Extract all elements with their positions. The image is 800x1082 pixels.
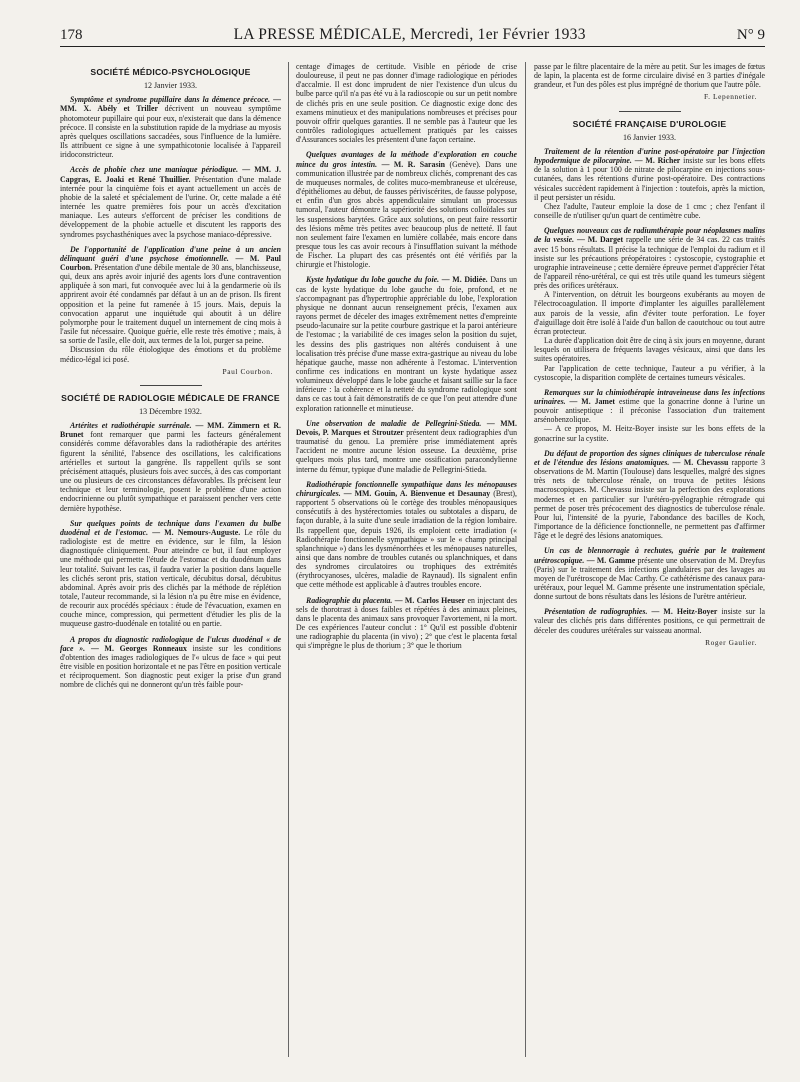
abstract-authors: — M. Carlos Heuser	[394, 595, 466, 605]
abstract-body: présentent deux radiographies d'un traumatisé du genou. La première prise immédiatement après l'accident ne montre aucune lésion osseuse. La deuxième, prise quelques mois plus tard, montre une ossification paracondylienne interne du fémur, typique d'une maladie de Pellegrini-Stieda.	[296, 427, 517, 474]
abstract	[534, 607, 765, 634]
abstract-authors: — M. Didiée.	[441, 275, 488, 285]
abstract-title: Une observation de maladie de Pellegrini-Stieda.	[306, 418, 482, 428]
abstract-title: Kyste hydatique du lobe gauche du foie.	[306, 275, 440, 285]
abstract-title: Symptôme et syndrome pupillaire dans la démence précoce.	[70, 95, 271, 105]
abstract-paragraph: Par l'application de cette technique, l'auteur a pu vérifier, à la cystoscopie, la disparition complète de certaines tumeurs vésicales.	[534, 363, 765, 382]
abstract-title: Accès de phobie chez une maniaque périodique.	[70, 165, 239, 175]
abstract-paragraph: Discussion du rôle étiologique des émotions et du problème médico-légal ici posé.	[60, 345, 281, 364]
abstract-authors: — M. Georges Ronneaux	[90, 643, 187, 653]
abstract	[534, 388, 765, 425]
abstract-title: Quelques nouveaux cas de radiumthérapie pour néoplasmes malins de la vessie.	[534, 226, 765, 245]
abstract-title: Sur quelques points de technique dans l'examen du bulbe duodénal et de l'estomac.	[60, 518, 281, 537]
abstract-title: Du défaut de proportion des signes cliniques de tuberculose rénale et de l'étendue des lésions anatomiques.	[534, 448, 765, 467]
column-divider	[288, 62, 289, 1057]
abstract	[534, 449, 765, 541]
abstract-body: insiste sur les bons effets de la solution à 1 pour 100 de nitrate de pilocarpine en injections sous-cutanées, dans les rétentions d'urine post-opératoire. Des contractions vésicales succèdent rapidement à l'injection : toutefois, après la miction, il peut persister un résidu.	[534, 156, 765, 202]
abstract-body: rappelle une série de 34 cas. 22 cas traités avec 15 bons résultats. Il précise la technique de l'emploi du radium et il insiste sur les précautions préopératoires : cystoscopie, cystographie et urographie intraveineuse ; cette dernière épreuve permet d'apprécier l'état de l'appareil réno-urétéral, ce qui est très utile quand les tumeurs siègent près des orifices urétéraux.	[534, 235, 765, 291]
abstract-body: insiste sur les conditions d'obtention des images radiologiques de l'« ulcus de face » qui peut être visible en position horizontale et ne pas l'être en position verticale et réciproquement. Son diagnostic peut exiger la prise d'un grand nombre de clichés qui ne donneront qu'un très faible pour-	[60, 643, 281, 690]
section-title: SOCIÉTÉ MÉDICO-PSYCHOLOGIQUE	[90, 67, 251, 77]
abstract-continuation: centage d'images de certitude. Visible en période de crise douloureuse, il peut ne pas donner d'image radiologique en périodes d'accalmie. Il est donc imprudent de nier l'existence d'un ulcus du bulbe parce qu'il n'a pas été vu à la radioscopie ou sur un petit nombre de clichés pris en une seule position. Ce diagnostic exige donc des examens minutieux et des manipulations nombreuses et précises pour pouvoir offrir quelques garanties. Il ne semble pas à l'auteur que les contrôles radiologiques actuellement pratiqués par les caisses d'Assurances sociales les présentent d'une façon certaine.	[296, 62, 517, 145]
abstract	[296, 150, 517, 269]
abstract	[60, 245, 281, 346]
page-header	[60, 14, 765, 44]
abstract-body: insiste sur la valeur des clichés pris dans différentes positions, ce qui permettrait de déceler des coudures urétérales sur vaisseau anormal.	[534, 607, 765, 635]
abstract	[60, 165, 281, 238]
section-date: 12 Janvier 1933.	[143, 81, 198, 91]
abstract-title: De l'opportunité de l'application d'une peine à un ancien délinquant guéri d'une psychose émotionnelle.	[60, 244, 281, 263]
abstract-body: décrivent un nouveau symptôme photomoteur pupillaire qui pour eux, n'existerait que dans la démence précoce. Il consiste en la substitution rapide de la mydriase au myosis après quelques oscillations saccadées, sous l'influence de la lumière. Ils attribuent ce signe à une sympathicotonie localisée à l'appareil iridoconstricteur.	[60, 104, 281, 160]
abstract-title: Présentation de radiographies.	[544, 607, 648, 617]
abstract-paragraph: A l'intervention, on détruit les bourgeons exubérants au moyen de l'électrocoagulation. Il importe d'implanter les aiguilles parallèlement aux parois de la vessie, afin d'éviter toute perforation. Le foyer d'aiguillage doit être isolé à l'aide d'un ballon de caoutchouc ou tout autre écran protecteur.	[534, 290, 765, 336]
section-separator	[619, 111, 681, 112]
abstract-authors: — M. Heitz-Boyer	[651, 607, 718, 617]
column-divider	[525, 62, 526, 1057]
abstract	[60, 95, 281, 159]
abstract-title: Quelques avantages de la méthode d'exploration en couche mince du gros intestin.	[296, 150, 517, 169]
abstract-body: estime que la gonacrine donne à l'urine un pouvoir antiseptique : il préconise l'association d'un traitement arsénobenzolique.	[534, 397, 765, 425]
abstract-title: Traitement de la rétention d'urine post-opératoire par l'injection hypodermique de pilocarpine.	[534, 146, 765, 166]
abstract-authors: — M. Jamet	[569, 397, 616, 406]
abstract-authors: — M. Richer	[634, 156, 681, 166]
abstract-title: Radiographie du placenta.	[306, 595, 393, 605]
abstract-title: Remarques sur la chimiothérapie intraveineuse dans les infections urinaires.	[534, 387, 765, 406]
abstract-paragraph: Chez l'adulte, l'auteur emploie la dose de 1 cmc ; chez l'enfant il conseille de n'utiliser qu'un quart de centimètre cube.	[534, 201, 765, 221]
column-1	[60, 62, 281, 1062]
journal-title: LA PRESSE MÉDICALE, Mercredi, 1er Février 1933	[233, 26, 586, 43]
abstract-continuation: passe par le filtre placentaire de la mère au petit. Sur les images de fœtus de lapin, la placenta est de forme circulaire divisé en 3 parties d'inégale grandeur, et l'un des pôles est plus imprégné de thorium que l'autre pôle.	[534, 62, 765, 90]
abstract-authors: — M. Paul Courbon.	[60, 253, 281, 272]
abstract-paragraph: La durée d'application doit être de cinq à six jours en moyenne, durant lesquels on utilisera de fréquents lavages vésicaux, ainsi que dans les suites opératoires.	[534, 336, 765, 364]
abstract	[296, 480, 517, 590]
section-title: SOCIÉTÉ FRANÇAISE D'UROLOGIE	[572, 118, 727, 129]
abstract-body: font remarquer que parmi les facteurs généralement considérés comme défavorables dans la radiothérapie des artérites figurent la sénilité, l'absence des oscillations, les calcifications artérielles et surtout la gangrène. Ils rappellent qu'ils se sont précisément attaqués, plusieurs fois avec succès, à des cas comportant une ou plusieurs de ces circonstances défavorables. Ils précisent leur technique et leur terminologie, posent le problème d'une action endocrinienne ou plutôt sympathique et paraissent pencher vers cette dernière hypothèse.	[60, 430, 281, 513]
abstract-body: présente une observation de M. Dreyfus (Paris) sur le traitement des infections glandulaires par des lavages au moyen de l'urétroscope de Mac Carthy. Ce cathétérisme des canaux para-urétéraux, pour lequel M. Gamme présente une instrumentation spéciale, donne surtout de bons résultats dans les lésions de l'urètre antérieur.	[534, 555, 765, 602]
section-date: 16 Janvier 1933.	[622, 132, 677, 142]
page-number: 178	[60, 27, 83, 43]
abstract	[60, 519, 281, 629]
abstract-body: (Genève). Dans une communication illustrée par de nombreux clichés, comprenant des cas de muqueuses normales, de colites muco-membraneuse et ulcéreuse, d'épithéliomes au début, de fausses périviscérites, de fausse polypose, et enfin d'un gros abcès appendiculaire simulant un processus tumoral, l'auteur démontre la supériorité des solutions colloïdales sur les suspensions barytées. Grâce aux solutions, on peut faire ressortir des lésions même très petites avec beaucoup plus de netteté. Il faut non seulement faire l'examen en lumière collabée, mais encore dans presque tous les cas avoir recours à l'insufflation suivant la méthode de Fischer. La plupart des cas présentés ont été vérifiés par la chirurgie et l'histologie.	[296, 159, 517, 270]
signature: Paul Courbon.	[222, 366, 273, 376]
abstract	[60, 635, 281, 690]
abstract-authors: — MM. Devois, P. Marques et Stroutzer	[296, 418, 517, 437]
signature: Roger Gaulier.	[705, 637, 757, 647]
signature: F. Lepennetier.	[704, 92, 757, 102]
column-3	[534, 62, 765, 1062]
abstract-authors: — MM. J. Capgras, E. Joaki et René Thuillier.	[60, 165, 281, 184]
section-separator	[140, 385, 202, 386]
abstract	[296, 275, 517, 412]
abstract-authors: — M. Darget	[576, 235, 624, 245]
abstract-body: Dans un cas de kyste hydatique du lobe gauche du foie, profond, et ne s'accompagnant pas d'hypertrophie appréciable du lobe, l'exploration physique ne donnant aucun renseignement précis, l'examen aux rayons permet de déceler des images extrêmement nettes d'empreinte pseudo-lacunaire sur la petite courbure gastrique et la paroi antérieure de l'estomac ; la variabilité de ces images selon la position du sujet, les dessins des plis gastriques non altérés conduisent à une localisation très précise d'une masse extra-gastrique au niveau du lobe hépatique gauche, masse non adhérente à l'estomac. L'intervention confirme ces indications en montrant un kyste hydatique assez volumineux développé dans le lobe gauche et faisant saillie sur la face inférieure : la cohérence et la netteté du syndrome radiologique sont dans ce cas tout à fait démonstratifs de ce que l'on peut attendre d'une exploration rationnelle et minutieuse.	[296, 275, 517, 413]
abstract-title: Un cas de blennorragie à rechutes, guérie par le traitement urétroscopique.	[534, 546, 765, 565]
abstract-body: (Brest), rapportent 5 observations où le cortège des troubles ménopausiques consécutifs à des hystérectomies totales ou subtotales a disparu, de façon durable, à la suite d'une seule irradiation de la région lombaire. Ils rappellent que, depuis 1926, ils emploient cette irradiation (« Radiothérapie fonctionnelle sympathique » sur le « champ principal splanchnique ») dans les dysménorrhées et les ménopauses naturelles, ainsi que dans nombre de troubles cutanés ou splanchniques, et dans des syndromes circulatoires ou trophiques des extrémités (érythrocyanoses, ulcères, maladie de Raynaud). Ils signalent enfin que cette méthode est applicable à d'autres troubles encore.	[296, 488, 517, 590]
abstract	[60, 421, 281, 513]
abstract-authors: — MM. X. Abély et Triller	[60, 95, 281, 114]
abstract-title: A propos du diagnostic radiologique de l'ulcus duodénal « de face ».	[60, 634, 281, 653]
section-title: SOCIÉTÉ DE RADIOLOGIE MÉDICALE DE FRANCE	[61, 392, 280, 403]
abstract	[296, 596, 517, 651]
abstract-body: en injectant des sels de thorotrast à doses faibles et répétées à des animaux pleines, dans le placenta des animaux sans provoquer l'avortement, ni la mort. De ces expériences l'auteur conclut : 1° Qu'il est possible d'obtenir une radiographie du placenta (in vivo) ; 2° que c'est le placenta fœtal qui s'imprègne le plus de thorium ; 3° que le thorium	[296, 595, 517, 651]
abstract-body: rapporte 3 observations de M. Martin (Toulouse) dans lesquelles, malgré des signes très nets de tuberculose rénale, on trouva de petites lésions macroscopiques. M. Chevassu insiste sur la perfection des explorations modernes et en particulier sur l'urétéro-pyélographie rétrograde qui permet de poser très précocement des diagnostics de tuberculose rénale. Pour lui, l'intensité de la pyurie, l'abondance des bacilles de Koch, l'importance de la déficience fonctionnelle, ne permettent pas d'affirmer l'âge et le degré des lésions anatomiques.	[534, 457, 765, 541]
abstract-authors: — M. Gamme	[586, 555, 636, 565]
header-rule	[60, 46, 765, 47]
abstract-authors: — MM. Zimmern et R. Brunet	[60, 421, 281, 440]
abstract-authors: — M. Nemours-Auguste.	[152, 527, 241, 537]
abstract-authors: — M. Chevassu	[672, 457, 729, 467]
abstract	[534, 546, 765, 601]
abstract-title: Radiothérapie fonctionnelle sympathique dans les ménopauses chirurgicales.	[296, 479, 517, 498]
abstract-body: Présentation d'une débile mentale de 30 ans, blanchisseuse, qui, deux ans après avoir injurié des agents lors d'une contravention appliquée à son mari, fut convoquée avec lui à la gendarmerie où ils apprirent avoir été condamnés par défaut à un an de prison. Ils firent opposition et la peine fut ramenée à 15 jours. Mais, depuis la convocation apparut une inquiétude qui aboutit à un délire polymorphe pour le traitement duquel un internement de cinq mois à l'asile fut nécessaire. Quoique guérie, elle reste très émotive ; mais, à sa sortie de l'asile, elle doit, aux termes de la loi, purger sa peine.	[60, 262, 281, 346]
abstract	[534, 226, 765, 290]
abstract-title: Artérites et radiothérapie surrénale.	[70, 421, 192, 431]
issue-number: N° 9	[736, 27, 765, 43]
abstract-authors: — MM. Gouin, A. Bienvenue et Desaunay	[343, 488, 491, 498]
abstract	[296, 419, 517, 474]
column-2	[296, 62, 517, 1062]
abstract-body: Présentation d'une malade internée pour la cinquième fois et ayant actuellement un accès de phobie de la saleté et spécialement de l'urine. Or, cette malade a été internée les quatre premières fois pour un accès d'excitation maniaque. Les auteurs s'efforcent de préciser les conditions de développement de la phobie actuelle et discutent les rapports des syndromes psychasthéniques avec la psychose maniaco-dépressive.	[60, 174, 281, 239]
abstract-paragraph: — A ce propos, M. Heitz-Boyer insiste sur les bons effets de la gonacrine sur la cystite.	[534, 424, 765, 443]
abstract-authors: — M. R. Sarasin	[381, 159, 446, 169]
abstract	[534, 147, 765, 202]
section-date: 13 Décembre 1932.	[139, 407, 202, 416]
abstract-body: Le rôle du radiologiste est de mettre en évidence, sur le film, la lésion diagnostiquée cliniquement. Pour atteindre ce but, il faut employer une méthode qui permette l'étude de l'estomac et du duodénum dans leur totalité. Suivant les cas, il faudra varier la position dans laquelle les clichés seront pris, station verticale, décubitus dorsal, décubitus abdominal. Après avoir pris des clichés par la méthode de réplétion totale, l'auteur recommande, si la lésion n'a pu être mise en évidence, de recourir aux procédés spéciaux : étude de l'évacuation, examen en couche mince, compression, qui permettent d'étudier les plis de la muqueuse gastro-duodénale en totalité ou en partie.	[60, 527, 281, 629]
